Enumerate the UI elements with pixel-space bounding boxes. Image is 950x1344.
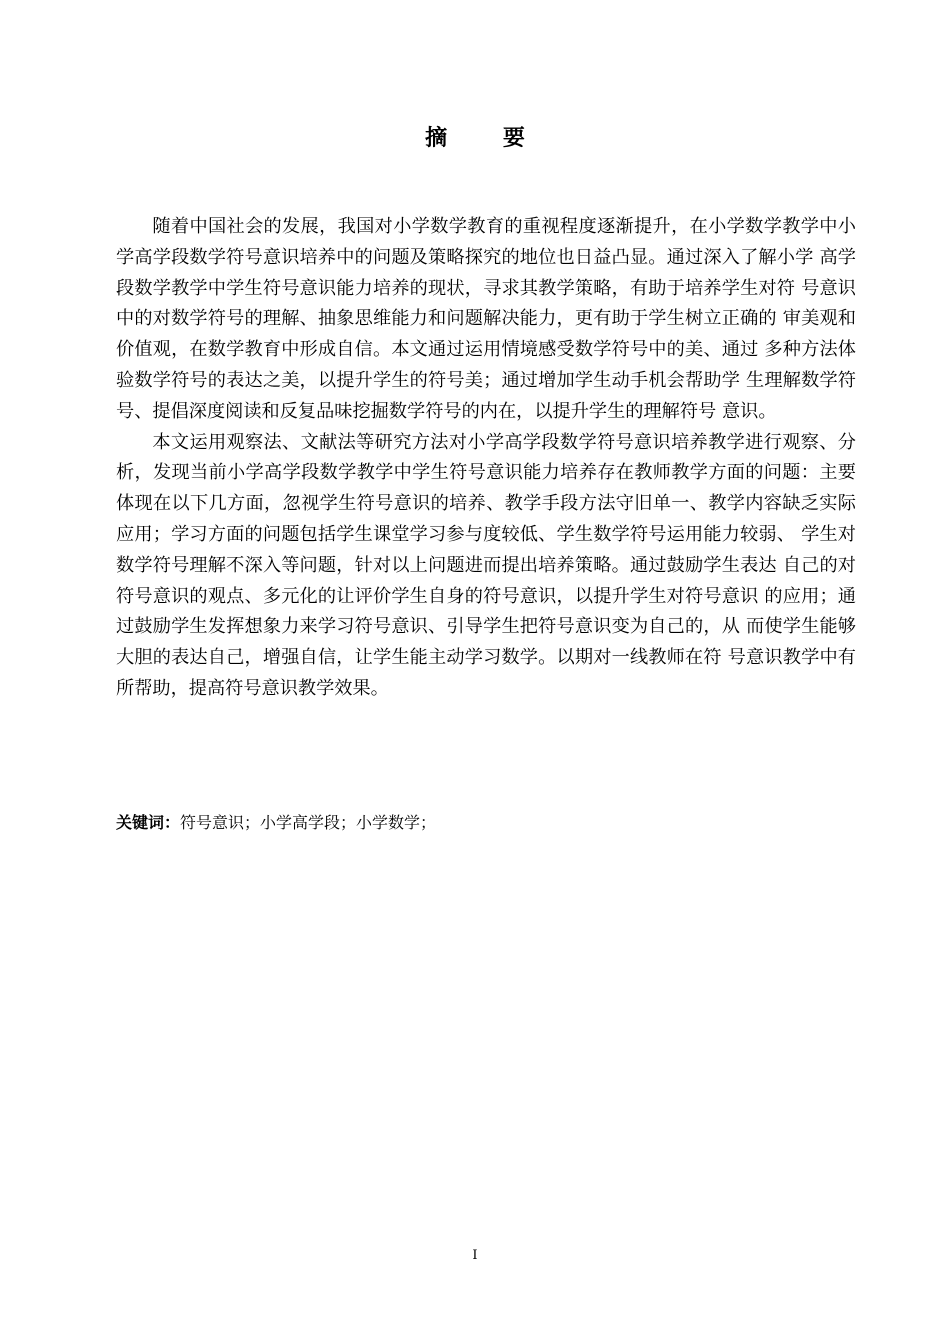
abstract-paragraph-2: 本文运用观察法、文献法等研究方法对小学高学段数学符号意识培养教学进行观察、分析，发现当前小学高学段数学教学中学生符号意识能力培养存在教师教学方面的问题：主要体现在以下几方面，忽视学生符号意识的培养、教学手段方法守旧单一、教学内容缺乏实际应用；学习方面的问题包括学生课堂学习参与度较低、学生数学符号运用能力较弱、 学生对数学符号理解不深入等问题，针对以上问题进而提出培养策略。通过鼓励学生表达 自己的对符号意识的观点、多元化的让评价学生自身的符号意识，以提升学生对符号意识 的应用；通过鼓励学生发挥想象力来学习符号意识、引导学生把符号意识变为自己的，从 而使学生能够大胆的表达自己，增强自信，让学生能主动学习数学。以期对一线教师在符 号意识教学中有所帮助，提高符号意识教学效果。 (116, 431, 856, 699)
page-number: I (472, 1248, 478, 1263)
keywords-label: 关键词： (116, 813, 181, 832)
keywords-line (116, 810, 856, 836)
keywords-value: 符号意识；小学高学段；小学数学； (180, 813, 437, 832)
abstract-paragraph-1: 随着中国社会的发展，我国对小学数学教育的重视程度逐渐提升，在小学数学教学中小学高学段数学符号意识培养中的问题及策略探究的地位也日益凸显。通过深入了解小学 高学段数学教学中学生符号意识能力培养的现状，寻求其教学策略，有助于培养学生对符 号意识中的对数学符号的理解、抽象思维能力和问题解决能力，更有助于学生树立正确的 审美观和价值观，在数学教育中形成自信。本文通过运用情境感受数学符号中的美、通过 多种方法体验数学符号的表达之美，以提升学生的符号美；通过增加学生动手机会帮助学 生理解数学符号、提倡深度阅读和反复品味挖掘数学符号的内在，以提升学生的理解符号 意识。 (116, 216, 856, 422)
abstract-title: 摘 要 (425, 126, 549, 151)
abstract-body (116, 212, 856, 705)
